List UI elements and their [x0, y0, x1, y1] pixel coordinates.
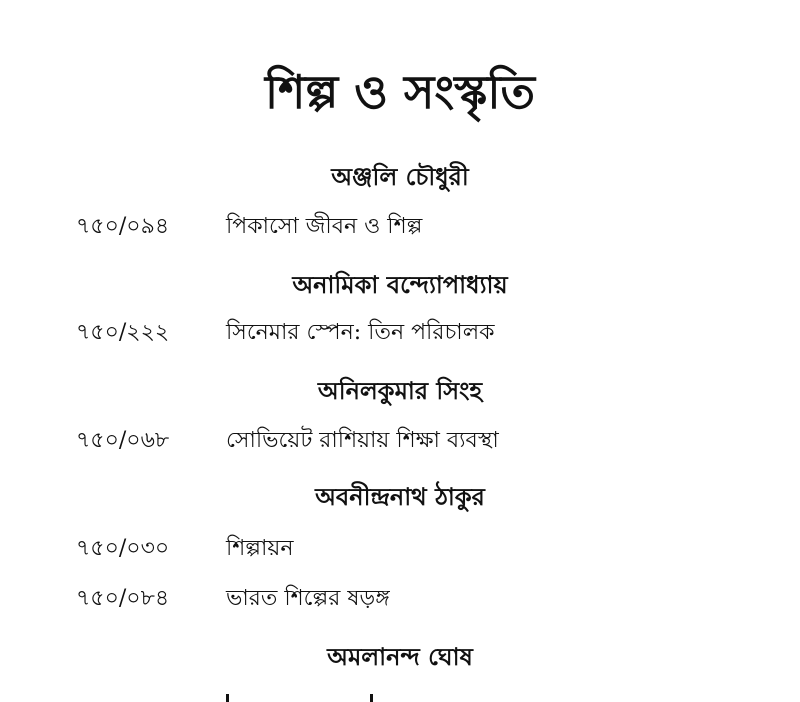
- book-title: পিকাসো জীবন ও শিল্প: [226, 214, 423, 239]
- call-number: ৭৫০/০৮৪: [76, 586, 170, 611]
- call-number: ৭৫০/০৬৮: [76, 428, 170, 453]
- book-title: সোভিয়েট রাশিয়ায় শিক্ষা ব্যবস্থা: [226, 428, 499, 453]
- author-heading: অবনীন্দ্রনাথ ঠাকুর: [315, 482, 485, 511]
- author-heading: অনিলকুমার সিংহ: [317, 376, 483, 405]
- book-title: ভারত শিল্পের ষড়ঙ্গ: [226, 586, 390, 611]
- page-title: শিল্প ও সংস্কৃতি: [264, 65, 536, 119]
- author-heading: অমলানন্দ ঘোষ: [327, 642, 473, 671]
- book-title: সিনেমার স্পেন: তিন পরিচালক: [226, 320, 495, 345]
- author-heading: অঞ্জলি চৌধুরী: [331, 162, 469, 191]
- cut-off-text-fragment: [220, 690, 560, 702]
- call-number: ৭৫০/২২২: [76, 320, 170, 345]
- call-number: ৭৫০/০৯৪: [76, 214, 170, 239]
- author-heading: অনামিকা বন্দ্যোপাধ্যায়: [292, 270, 508, 299]
- book-title: শিল্পায়ন: [226, 536, 294, 561]
- call-number: ৭৫০/০৩০: [76, 536, 170, 561]
